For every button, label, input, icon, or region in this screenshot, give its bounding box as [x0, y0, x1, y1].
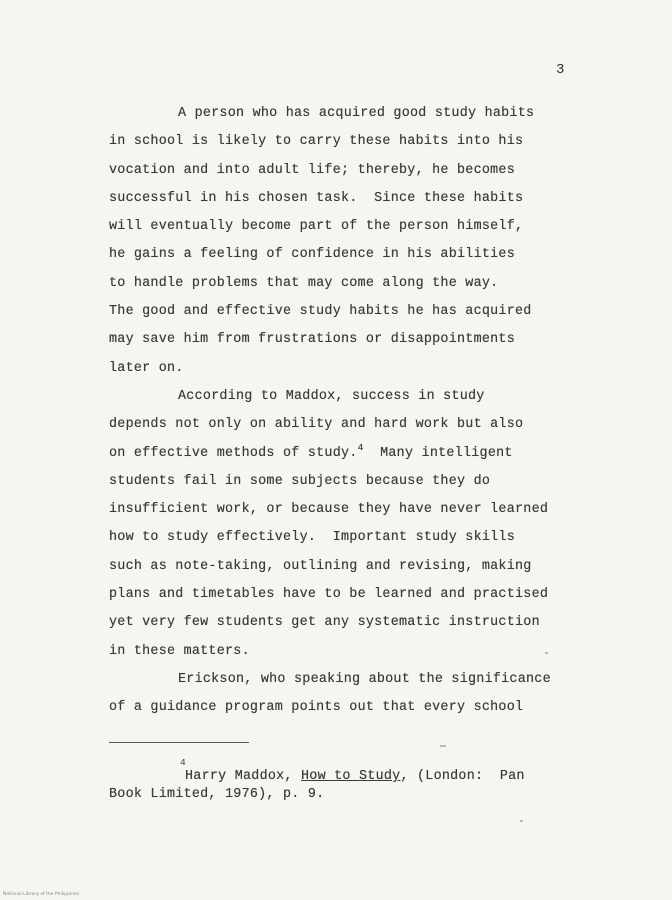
text-line: to handle problems that may come along the way.	[109, 275, 499, 291]
text-line: plans and timetables have to be learned and practised	[109, 587, 549, 603]
footnote-line: Book Limited, 1976), p. 9.	[109, 787, 325, 802]
text-line: insufficient work, or because they have never learned	[109, 502, 549, 518]
footnote-line	[109, 768, 579, 786]
paragraph-1	[109, 100, 589, 383]
footnote-author: Harry Maddox,	[185, 769, 301, 784]
scan-speck	[520, 820, 523, 822]
scan-speck	[440, 745, 446, 747]
text-line-with-footnote-ref	[109, 440, 589, 468]
page-number: 3	[556, 62, 565, 78]
text-line: students fail in some subjects because they do	[109, 473, 491, 489]
text-line: how to study effectively. Important study skills	[109, 530, 515, 546]
text-line: in school is likely to carry these habits into his	[109, 134, 524, 150]
footnote-reference: 4	[357, 441, 364, 453]
text-line: later on.	[109, 360, 184, 376]
text-line: will eventually become part of the person himself,	[109, 219, 524, 235]
text-line: A person who has acquired good study habits	[178, 106, 535, 121]
text-line: in these matters.	[109, 643, 250, 659]
text-line: yet very few students get any systematic instruction	[109, 615, 540, 631]
text-line: The good and effective study habits he has acquired	[109, 304, 532, 320]
footnote-publisher: , (London: Pan	[400, 769, 525, 784]
footnote-title: How to Study	[301, 769, 401, 784]
scan-speck	[545, 652, 548, 654]
footnote	[109, 768, 579, 804]
text-line: such as note-taking, outlining and revising, making	[109, 558, 532, 574]
text-line: According to Maddox, success in study	[178, 388, 485, 404]
footnote-marker: 4	[180, 757, 186, 768]
text-segment: Many intelligent	[363, 445, 513, 461]
text-line: he gains a feeling of confidence in his abilities	[109, 247, 515, 263]
paragraph-2	[109, 383, 589, 666]
text-line: may save him from frustrations or disappointments	[109, 332, 515, 348]
scan-footer-text: National Library of the Philippines	[3, 892, 80, 897]
text-segment: on effective methods of study.	[109, 445, 358, 461]
text-line: Erickson, who speaking about the significance	[178, 671, 551, 687]
footnote-divider	[109, 742, 249, 743]
text-line: vocation and into adult life; thereby, he becomes	[109, 162, 515, 178]
text-line: successful in his chosen task. Since these habits	[109, 190, 524, 206]
paragraph-3	[109, 666, 589, 723]
text-line: of a guidance program points out that every school	[109, 700, 524, 716]
text-line: depends not only on ability and hard work but also	[109, 417, 524, 433]
body-text	[109, 100, 589, 723]
